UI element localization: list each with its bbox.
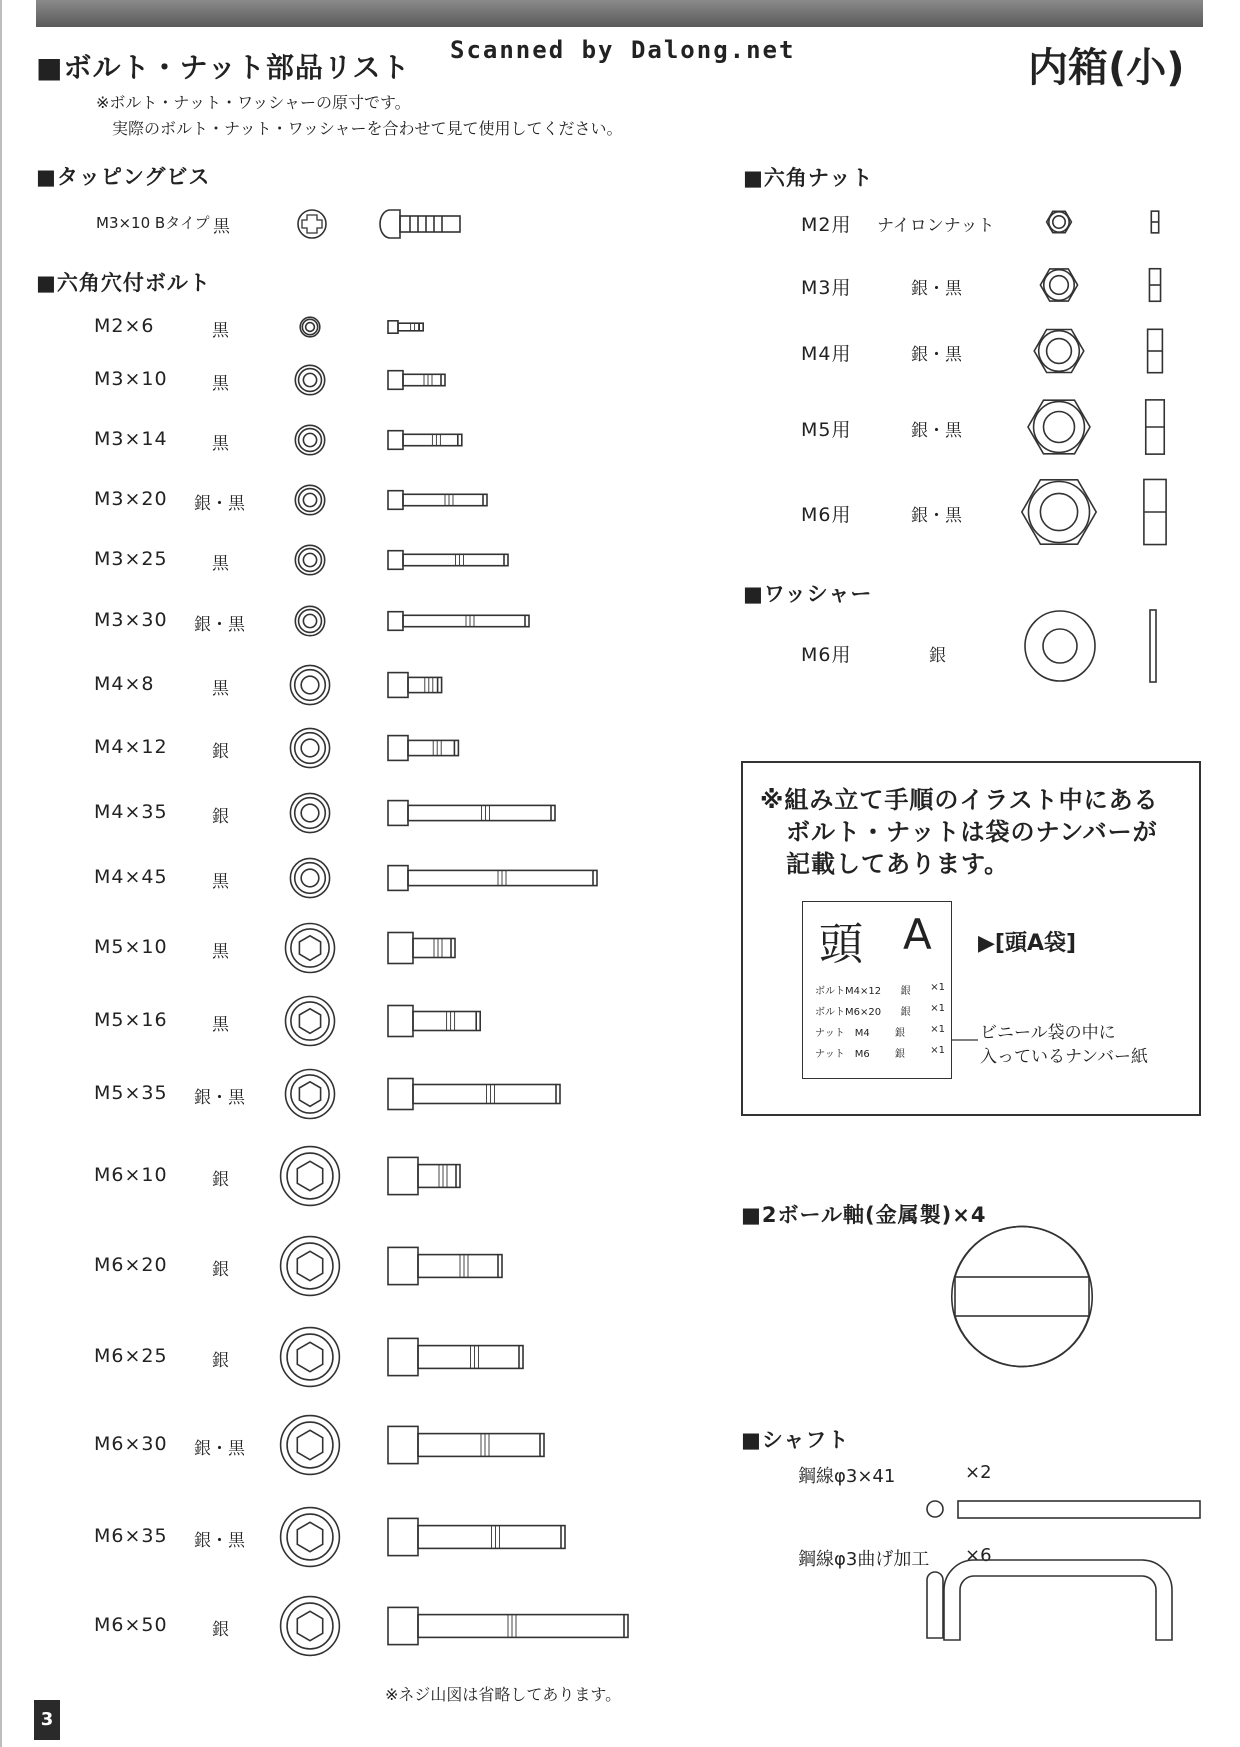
nut-size-label: M5用 bbox=[801, 419, 852, 441]
hex-bolt-heading: ■六角穴付ボルト bbox=[36, 271, 211, 295]
bolt-size-label: M4×12 bbox=[94, 736, 168, 758]
nut-side-icon bbox=[1144, 479, 1166, 544]
bolt-color-label: 黒 bbox=[212, 942, 229, 962]
bolt-head-end-icon bbox=[281, 1597, 340, 1656]
washer-side-icon bbox=[1150, 610, 1156, 682]
nut-color-label: 銀・黒 bbox=[911, 421, 962, 441]
bolt-size-label: M5×16 bbox=[94, 1009, 168, 1031]
bolt-side-icon bbox=[388, 1426, 544, 1463]
bolt-size-label: M6×50 bbox=[94, 1614, 168, 1636]
bolt-size-label: M5×10 bbox=[94, 936, 168, 958]
bolt-color-label: 黒 bbox=[212, 374, 229, 394]
nut-color-label: 銀・黒 bbox=[911, 279, 962, 299]
bolt-color-label: 銀 bbox=[212, 807, 229, 827]
card-row: ナット M4 銀 ×1 bbox=[815, 1024, 945, 1039]
bolt-color-label: 銀・黒 bbox=[194, 494, 245, 514]
bolt-color-label: 銀 bbox=[212, 1260, 229, 1280]
bolt-color-label: 黒 bbox=[212, 321, 229, 341]
bolt-color-label: 黒 bbox=[212, 434, 229, 454]
bolt-color-label: 黒 bbox=[212, 1015, 229, 1035]
bolt-head-end-icon bbox=[286, 997, 335, 1046]
tapping-screw-size: M3×10 Bタイプ bbox=[96, 214, 210, 232]
bolt-head-end-icon bbox=[300, 317, 320, 337]
bolt-head-end-icon bbox=[281, 1237, 340, 1296]
tapping-screw-color: 黒 bbox=[213, 217, 230, 237]
thread-footnote: ※ネジ山図は省略してあります。 bbox=[385, 1685, 622, 1704]
shaft-item-1-label: 鋼線φ3×41 bbox=[798, 1466, 896, 1487]
tapping-screw-side-icon bbox=[380, 210, 460, 238]
bolt-size-label: M3×14 bbox=[94, 428, 168, 450]
bolt-size-label: M2×6 bbox=[94, 315, 155, 337]
bolt-side-icon bbox=[388, 673, 442, 698]
note-box-line-1: ※組み立て手順のイラスト中にある bbox=[760, 786, 1159, 814]
bag-label: ▶[頭A袋] bbox=[978, 931, 1077, 956]
bolt-color-label: 銀 bbox=[212, 742, 229, 762]
nut-face-icon bbox=[1047, 211, 1072, 232]
nut-face-icon bbox=[1028, 400, 1090, 454]
bolt-head-end-icon bbox=[295, 365, 324, 394]
bolt-color-label: 銀・黒 bbox=[194, 1088, 245, 1108]
card-letter: A bbox=[903, 910, 932, 959]
washer-color: 銀 bbox=[929, 646, 946, 666]
hex-nut-heading: ■六角ナット bbox=[743, 166, 874, 190]
bolt-side-icon bbox=[388, 1079, 560, 1110]
box-label: 内箱(小) bbox=[1028, 45, 1185, 91]
bolt-head-end-icon bbox=[295, 425, 324, 454]
bolt-size-label: M4×8 bbox=[94, 673, 155, 695]
bolt-side-icon bbox=[388, 431, 462, 450]
bolt-head-end-icon bbox=[290, 728, 329, 767]
bolt-head-end-icon bbox=[286, 1070, 335, 1119]
tapping-screw-heading: ■タッピングビス bbox=[36, 165, 211, 189]
bolt-head-end-icon bbox=[281, 1147, 340, 1206]
washer-heading: ■ワッシャー bbox=[743, 582, 873, 606]
bolt-side-icon bbox=[388, 1607, 628, 1644]
bolt-size-label: M4×45 bbox=[94, 866, 168, 888]
nut-side-icon bbox=[1146, 400, 1165, 454]
nut-size-label: M2用 bbox=[801, 214, 852, 236]
bolt-head-end-icon bbox=[295, 485, 324, 514]
bolt-head-end-icon bbox=[295, 606, 324, 635]
shaft-straight-icon bbox=[927, 1501, 1200, 1518]
bolt-color-label: 銀・黒 bbox=[194, 1531, 245, 1551]
shaft-bent-icon bbox=[927, 1560, 1172, 1640]
bolt-head-end-icon bbox=[290, 793, 329, 832]
bolt-side-icon bbox=[388, 321, 423, 333]
bolt-head-end-icon bbox=[286, 924, 335, 973]
bolt-size-label: M6×30 bbox=[94, 1433, 168, 1455]
bolt-head-end-icon bbox=[290, 858, 329, 897]
note-line-1: ※ボルト・ナット・ワッシャーの原寸です。 bbox=[96, 93, 411, 112]
bolt-size-label: M3×25 bbox=[94, 548, 168, 570]
bolt-side-icon bbox=[388, 736, 458, 761]
bolt-side-icon bbox=[388, 491, 487, 510]
bolt-size-label: M3×30 bbox=[94, 609, 168, 631]
shaft-item-2-qty: ×6 bbox=[965, 1545, 992, 1566]
nut-size-label: M4用 bbox=[801, 343, 852, 365]
nut-color-label: ナイロンナット bbox=[877, 216, 995, 236]
bolt-head-end-icon bbox=[295, 545, 324, 574]
bolt-side-icon bbox=[388, 1006, 480, 1037]
bolt-side-icon bbox=[388, 551, 508, 570]
bolt-side-icon bbox=[388, 1518, 565, 1555]
bolt-color-label: 銀・黒 bbox=[194, 1439, 245, 1459]
nut-color-label: 銀・黒 bbox=[911, 345, 962, 365]
ball-joint-icon bbox=[952, 1226, 1092, 1366]
bolt-color-label: 黒 bbox=[212, 679, 229, 699]
bolt-side-icon bbox=[388, 1338, 523, 1375]
shaft-item-1-qty: ×2 bbox=[965, 1462, 992, 1483]
bolt-size-label: M6×20 bbox=[94, 1254, 168, 1276]
bolt-size-label: M6×25 bbox=[94, 1345, 168, 1367]
nut-face-icon bbox=[1022, 480, 1096, 544]
bolt-side-icon bbox=[388, 1157, 460, 1194]
bolt-size-label: M3×20 bbox=[94, 488, 168, 510]
ball-joint-heading: ■2ボール軸(金属製)×4 bbox=[741, 1203, 987, 1227]
bolt-color-label: 銀 bbox=[212, 1351, 229, 1371]
nut-face-icon bbox=[1034, 330, 1084, 373]
bolt-side-icon bbox=[388, 801, 555, 826]
scanned-by-label: Scanned by Dalong.net bbox=[450, 36, 796, 64]
bolt-color-label: 黒 bbox=[212, 872, 229, 892]
nut-color-label: 銀・黒 bbox=[911, 506, 962, 526]
bolt-side-icon bbox=[388, 933, 455, 964]
bolt-head-end-icon bbox=[281, 1508, 340, 1567]
bolt-size-label: M4×35 bbox=[94, 801, 168, 823]
nut-size-label: M3用 bbox=[801, 277, 852, 299]
bolt-head-end-icon bbox=[281, 1416, 340, 1475]
bolt-head-end-icon bbox=[281, 1328, 340, 1387]
bolt-side-icon bbox=[388, 371, 445, 390]
tapping-screw-end-icon bbox=[298, 210, 326, 238]
bolt-size-label: M5×35 bbox=[94, 1082, 168, 1104]
nut-size-label: M6用 bbox=[801, 504, 852, 526]
card-row: ナット M6 銀 ×1 bbox=[815, 1045, 945, 1060]
bolt-size-label: M3×10 bbox=[94, 368, 168, 390]
nut-side-icon bbox=[1149, 269, 1160, 302]
note-box-line-3: 記載してあります。 bbox=[786, 850, 1010, 878]
bolt-color-label: 銀・黒 bbox=[194, 615, 245, 635]
bolt-side-icon bbox=[388, 612, 529, 631]
card-row: ボルトM4×12 銀 ×1 bbox=[815, 982, 945, 997]
shaft-heading: ■シャフト bbox=[741, 1428, 850, 1452]
washer-size: M6用 bbox=[801, 644, 852, 666]
page-title: ■ボルト・ナット部品リスト bbox=[36, 51, 411, 84]
bolt-head-end-icon bbox=[290, 665, 329, 704]
bolt-side-icon bbox=[388, 866, 597, 891]
bolt-color-label: 黒 bbox=[212, 554, 229, 574]
shaft-item-2-label: 鋼線φ3曲げ加工 bbox=[798, 1549, 930, 1570]
card-kanji: 頭 bbox=[819, 919, 863, 970]
page-number: 3 bbox=[34, 1700, 60, 1740]
note-line-2: 実際のボルト・ナット・ワッシャーを合わせて見て使用してください。 bbox=[112, 119, 623, 138]
bolt-size-label: M6×35 bbox=[94, 1525, 168, 1547]
callout-line-1: ビニール袋の中に bbox=[980, 1023, 1116, 1043]
nut-side-icon bbox=[1148, 329, 1163, 372]
bolt-color-label: 銀 bbox=[212, 1170, 229, 1190]
note-box-line-2: ボルト・ナットは袋のナンバーが bbox=[786, 818, 1158, 846]
callout-line-2: 入っているナンバー紙 bbox=[980, 1047, 1148, 1067]
bolt-color-label: 銀 bbox=[212, 1620, 229, 1640]
bolt-size-label: M6×10 bbox=[94, 1164, 168, 1186]
bolt-side-icon bbox=[388, 1247, 502, 1284]
nut-face-icon bbox=[1040, 269, 1077, 301]
washer-face-icon bbox=[1025, 611, 1095, 681]
card-row: ボルトM6×20 銀 ×1 bbox=[815, 1003, 945, 1018]
nut-side-icon bbox=[1151, 211, 1158, 233]
